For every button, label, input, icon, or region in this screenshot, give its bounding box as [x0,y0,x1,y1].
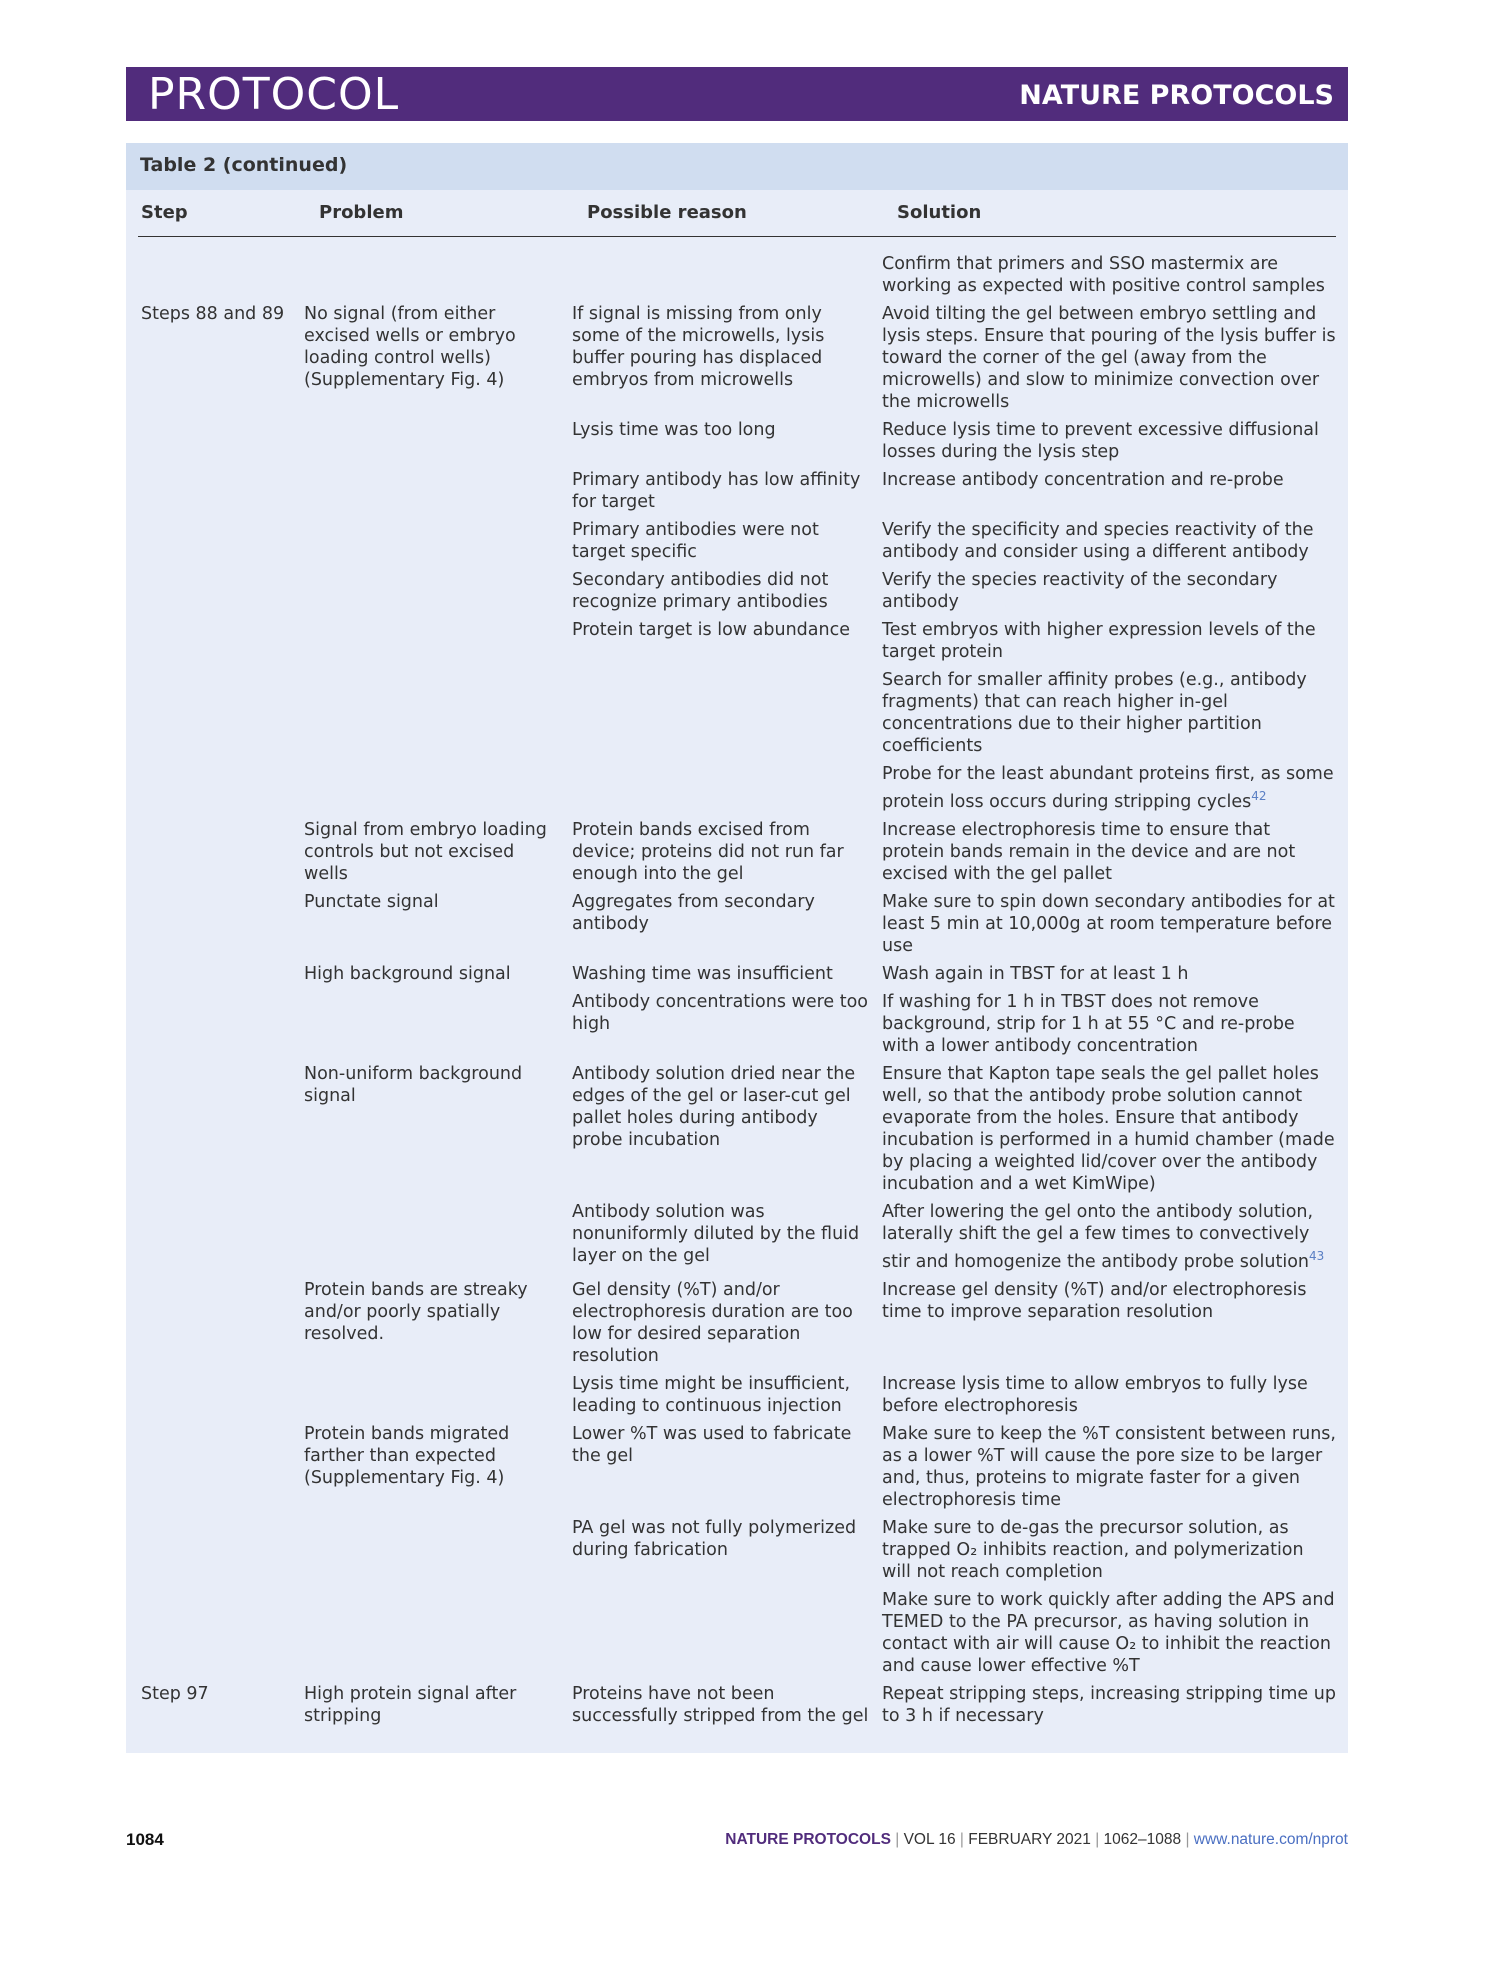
solution-cell [882,891,1337,957]
reason-cell [572,891,882,957]
problem-cell [304,1589,572,1677]
problem-cell [304,819,572,885]
problem-cell [304,1423,572,1511]
step-cell [126,1201,304,1273]
problem-cell [304,991,572,1057]
problem-cell [304,763,572,813]
step-cell [126,1589,304,1677]
problem-cell [304,519,572,563]
solution-cell [882,1517,1337,1583]
problem-cell [304,963,572,985]
reason-cell-text: Antibody solution dried near the edges of the gel or laser-cut gel pallet holes during antibody probe incubation [572,1063,856,1150]
solution-cell [882,253,1337,297]
column-header-reason: Possible reason [587,202,747,223]
problem-cell-text: Non-uniform background signal [304,1063,523,1106]
problem-cell-text: Protein bands migrated farther than expected (Supplementary Fig. 4) [304,1423,510,1488]
table-row [126,1201,1348,1273]
reason-cell-text: Lower %T was used to fabricate the gel [572,1423,852,1466]
reason-cell [572,963,882,985]
step-cell [126,819,304,885]
reason-cell-text: Protein target is low abundance [572,620,850,640]
solution-cell-text: Avoid tilting the gel between embryo settling and lysis steps. Ensure that pouring of the lysis buffer is toward the corner of the gel (away from the microwells) and slow to minimize convection over the microwells [882,304,1336,412]
problem-cell-text: Signal from embryo loading controls but not excised wells [304,819,547,884]
reason-cell [572,819,882,885]
problem-cell-text: Punctate signal [304,891,439,912]
solution-cell [882,1683,1337,1727]
troubleshooting-table [126,143,1348,1753]
table-row [126,669,1348,757]
solution-cell [882,419,1337,463]
reference-link[interactable]: 43 [1309,1248,1325,1263]
solution-cell [882,569,1337,613]
solution-cell-text: Make sure to keep the %T consistent between runs, as a lower %T will cause the pore size to be larger and, thus, proteins to migrate faster for a given electrophoresis time [882,1423,1336,1510]
problem-cell [304,469,572,513]
table-row [126,1373,1348,1417]
solution-cell [882,763,1337,813]
solution-cell-text: Verify the specificity and species reactivity of the antibody and consider using a different antibody [882,520,1314,562]
step-cell [126,891,304,957]
step-cell [126,419,304,463]
reason-cell [572,519,882,563]
reason-cell-text: Aggregates from secondary antibody [572,891,815,934]
table-row [126,253,1348,297]
reason-cell [572,419,882,463]
solution-cell-text: Reduce lysis time to prevent excessive diffusional losses during the lysis step [882,420,1319,462]
reason-cell-text: Washing time was insufficient [572,963,833,984]
step-cell [126,569,304,613]
solution-cell [882,1201,1337,1273]
solution-cell [882,519,1337,563]
table-body [126,237,1348,1727]
footer-pages: 1062–1088 [1103,1831,1182,1848]
journal-url-link[interactable]: www.nature.com/nprot [1193,1831,1348,1848]
table-row [126,303,1348,413]
solution-cell-text: Make sure to de-gas the precursor solution, as trapped O₂ inhibits reaction, and polymerization will not reach completion [882,1517,1304,1582]
problem-cell-text: No signal (from either excised wells or embryo loading control wells) (Supplementary Fig. 4) [304,304,516,390]
problem-cell-text: Protein bands are streaky and/or poorly spatially resolved. [304,1279,528,1344]
step-cell [126,519,304,563]
reason-cell [572,763,882,813]
footer-volume: VOL 16 [903,1831,956,1848]
solution-cell-text: Increase antibody concentration and re-probe [882,470,1284,490]
solution-cell-text: If washing for 1 h in TBST does not remove background, strip for 1 h at 55 °C and re-probe with a lower antibody concentration [882,991,1295,1056]
reason-cell [572,253,882,297]
reason-cell [572,1683,882,1727]
reason-cell [572,619,882,663]
solution-cell-text: Make sure to work quickly after adding the APS and TEMED to the PA precursor, as having solution in contact with air will cause O₂ to inhibit the reaction and cause lower effective %T [882,1589,1335,1676]
problem-cell [304,619,572,663]
step-cell-text: Steps 88 and 89 [141,304,285,324]
table-header [138,190,1336,237]
solution-cell-text: Wash again in TBST for at least 1 h [882,963,1189,984]
reason-cell [572,669,882,757]
step-cell [126,1423,304,1511]
reason-cell-text: Secondary antibodies did not recognize primary antibodies [572,570,829,612]
solution-cell-text: Test embryos with higher expression levels of the target protein [882,620,1316,662]
reason-cell-text: Antibody concentrations were too high [572,991,869,1034]
problem-cell [304,419,572,463]
solution-cell [882,819,1337,885]
problem-cell [304,1373,572,1417]
column-header-problem: Problem [319,202,404,223]
footer-journal: NATURE PROTOCOLS [725,1831,891,1848]
step-cell-text: Step 97 [141,1683,209,1704]
solution-cell-text: Increase gel density (%T) and/or electrophoresis time to improve separation resolution [882,1279,1307,1322]
solution-cell-text: Make sure to spin down secondary antibodies for at least 5 min at 10,000g at room temperature before use [882,891,1335,956]
problem-cell-text: High background signal [304,963,511,984]
step-cell [126,1683,304,1727]
table-row [126,1589,1348,1677]
table-row [126,991,1348,1057]
solution-cell [882,1589,1337,1677]
solution-cell [882,1279,1337,1367]
step-cell [126,253,304,297]
reason-cell [572,1589,882,1677]
step-cell [126,1279,304,1367]
problem-cell [304,1517,572,1583]
solution-cell [882,963,1337,985]
journal-name: NATURE PROTOCOLS [1019,80,1334,111]
solution-cell-text: Increase electrophoresis time to ensure that protein bands remain in the device and are not excised with the gel pallet [882,819,1296,884]
reason-cell-text: Lysis time was too long [572,420,776,440]
table-row [126,619,1348,663]
problem-cell [304,1683,572,1727]
reason-cell [572,303,882,413]
header-banner [126,67,1348,121]
reason-cell [572,991,882,1057]
solution-cell-text: Verify the species reactivity of the secondary antibody [882,570,1278,612]
reason-cell-text: Primary antibody has low affinity for target [572,470,861,512]
problem-cell [304,253,572,297]
reason-cell [572,1201,882,1273]
solution-cell [882,303,1337,413]
table-row [126,1683,1348,1727]
reason-cell-text: Protein bands excised from device; proteins did not run far enough into the gel [572,819,844,884]
solution-cell [882,1373,1337,1417]
table-row [126,519,1348,563]
solution-cell [882,669,1337,757]
step-cell [126,303,304,413]
table-row [126,469,1348,513]
citation: NATURE PROTOCOLS | VOL 16 | FEBRUARY 2021 | 1062–1088 | www.nature.com/nprot [725,1831,1348,1848]
solution-cell-text: Repeat stripping steps, increasing stripping time up to 3 h if necessary [882,1683,1336,1726]
column-header-step: Step [141,202,188,223]
solution-cell-text: Increase lysis time to allow embryos to fully lyse before electrophoresis [882,1373,1308,1416]
table-caption: Table 2 (continued) [126,143,1348,190]
step-cell [126,763,304,813]
table-row [126,569,1348,613]
step-cell [126,963,304,985]
table-row [126,1279,1348,1367]
reason-cell-text: PA gel was not fully polymerized during fabrication [572,1517,857,1560]
solution-cell [882,1423,1337,1511]
step-cell [126,1063,304,1195]
reason-cell [572,1063,882,1195]
reason-cell-text: Proteins have not been successfully stripped from the gel [572,1683,869,1726]
table-row [126,819,1348,885]
reason-cell [572,1517,882,1583]
step-cell [126,1373,304,1417]
reason-cell [572,469,882,513]
solution-cell [882,1063,1337,1195]
solution-cell-text: After lowering the gel onto the antibody solution, laterally shift the gel a few times to convectively stir and homogenize the antibody probe solution [882,1201,1314,1272]
table-row [126,419,1348,463]
reason-cell-text: Primary antibodies were not target specific [572,520,819,562]
table-row [126,1517,1348,1583]
reason-cell-text: If signal is missing from only some of the microwells, lysis buffer pouring has displaced embryos from microwells [572,304,825,390]
solution-cell-text: Probe for the least abundant proteins first, as some protein loss occurs during stripping cycles [882,764,1334,812]
table-row [126,1063,1348,1195]
reason-cell-text: Antibody solution was nonuniformly diluted by the fluid layer on the gel [572,1201,860,1266]
solution-cell-text: Search for smaller affinity probes (e.g., antibody fragments) that can reach higher in-gel concentrations due to their higher partition coefficients [882,670,1307,756]
solution-cell-text: Ensure that Kapton tape seals the gel pallet holes well, so that the antibody probe solution cannot evaporate from the holes. Ensure that antibody incubation is performed in a humid chamber (made by placing a weighted lid/cover over the antibody incubation and a wet KimWipe) [882,1063,1335,1194]
problem-cell [304,669,572,757]
column-header-solution: Solution [897,202,982,223]
table-row [126,963,1348,985]
section-label: PROTOCOL [148,69,400,120]
solution-cell-text: Confirm that primers and SSO mastermix are working as expected with positive control samples [882,254,1325,296]
problem-cell-text: High protein signal after stripping [304,1683,517,1726]
solution-cell [882,991,1337,1057]
footer-date: FEBRUARY 2021 [968,1831,1091,1848]
solution-cell [882,619,1337,663]
problem-cell [304,1201,572,1273]
reason-cell [572,1423,882,1511]
page-number: 1084 [126,1830,164,1849]
reference-link[interactable]: 42 [1251,789,1267,803]
step-cell [126,469,304,513]
problem-cell [304,303,572,413]
table-row [126,891,1348,957]
solution-cell [882,469,1337,513]
table-row [126,1423,1348,1511]
problem-cell [304,1063,572,1195]
step-cell [126,619,304,663]
problem-cell [304,569,572,613]
reason-cell-text: Lysis time might be insufficient, leading to continuous injection [572,1373,851,1416]
step-cell [126,1517,304,1583]
problem-cell [304,891,572,957]
page-footer [126,1830,1348,1854]
reason-cell [572,1373,882,1417]
problem-cell [304,1279,572,1367]
step-cell [126,669,304,757]
step-cell [126,991,304,1057]
table-row [126,763,1348,813]
reason-cell [572,569,882,613]
reason-cell-text: Gel density (%T) and/or electrophoresis duration are too low for desired separation resolution [572,1279,853,1366]
reason-cell [572,1279,882,1367]
